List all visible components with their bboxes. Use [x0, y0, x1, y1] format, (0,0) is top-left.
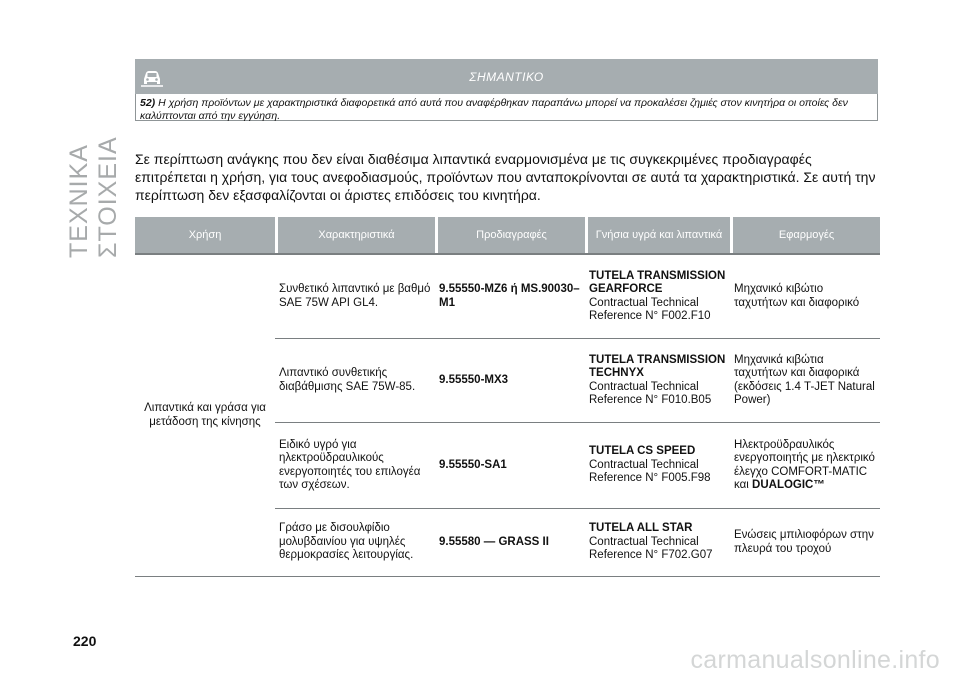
product-name: TUTELA TRANSMISSION TECHNYX — [589, 353, 726, 379]
section-side-title: ΤΕΧΝΙΚΑ ΣΤΟΙΧΕΙΑ — [65, 136, 122, 258]
product-reference: Contractual Technical Reference N° F010.B05 — [589, 380, 712, 406]
product-reference: Contractual Technical Reference N° F702.G07 — [589, 535, 713, 562]
application-cell — [730, 253, 880, 339]
page-number: 220 — [73, 633, 97, 649]
product-name: TUTELA ALL STAR — [589, 522, 693, 535]
specification-cell: 9.55550-SA1 — [435, 423, 585, 509]
application-text: Ηλεκτροϋδραυλικός ενεργοποιητής με ηλεκτρικό έλεγχο COMFORT-MATIC και — [734, 438, 875, 491]
product-reference: Contractual Technical Reference N° F005.F98 — [589, 458, 711, 485]
product-cell — [585, 339, 730, 423]
header-specifications: Προδιαγραφές — [435, 217, 585, 253]
product-cell — [585, 509, 730, 577]
characteristics-cell: Γράσο με δισουλφίδιο μολυβδαινίου για υψηλές θερμοκρασίες λειτουργίας. — [275, 509, 435, 577]
characteristics-cell: Ειδικό υγρό για ηλεκτροϋδραυλικούς ενεργοποιητές του επιλογέα των σχέσεων. — [275, 423, 435, 509]
application-text: Ενώσεις μπιλιοφόρων στην πλευρά του τροχού — [734, 529, 874, 555]
note-number: 52) — [140, 97, 156, 109]
important-notice — [135, 59, 878, 121]
table-header-row — [135, 217, 880, 253]
specification-cell: 9.55550-MX3 — [435, 339, 585, 423]
characteristics-cell: Συνθετικό λιπαντικό με βαθμό SAE 75W API GL4. — [275, 253, 435, 339]
header-applications: Εφαρμογές — [730, 217, 880, 253]
important-header — [135, 59, 878, 94]
characteristics-cell: Λιπαντικό συνθετικής διαβάθμισης SAE 75W-85. — [275, 339, 435, 423]
header-use: Χρήση — [135, 217, 275, 253]
product-name: TUTELA CS SPEED — [589, 445, 696, 458]
specification-cell: 9.55550-MZ6 ή MS.90030–M1 — [435, 253, 585, 339]
application-text: Μηχανικά κιβώτια ταχυτήτων και διαφορικά (εκδόσεις 1.4 T-JET Natural Power) — [734, 353, 875, 406]
important-title: ΣΗΜΑΝΤΙΚΟ — [469, 69, 544, 84]
product-cell — [585, 423, 730, 509]
watermark: carmanualsonline.info — [690, 646, 940, 674]
car-warning-icon — [137, 61, 167, 91]
specification-cell: 9.55580 — GRASS II — [435, 509, 585, 577]
header-characteristics: Χαρακτηριστικά — [275, 217, 435, 253]
note-text: Η χρήση προϊόντων με χαρακτηριστικά διαφορετικά από αυτά που αναφέρθηκαν παραπάνω μπορεί να προκαλέσει ζημιές στον κινητήρα οι οποίες δεν καλύπτονται από την εγγύηση. — [140, 97, 848, 122]
application-brand: DUALOGIC™ — [752, 479, 825, 491]
product-reference: Contractual Technical Reference N° F002.F10 — [589, 296, 711, 322]
application-cell — [730, 509, 880, 577]
application-text: Μηχανικό κιβώτιο ταχυτήτων και διαφορικό — [734, 283, 860, 309]
application-cell — [730, 423, 880, 509]
intro-paragraph: Σε περίπτωση ανάγκης που δεν είναι διαθέσιμα λιπαντικά εναρμονισμένα με τις συγκεκριμένες προδιαγραφές επιτρέπεται η χρήση, για τους ανεφοδιασμούς, προϊόντων που ανταποκρίνονται σε αυτά τα χαρακτηριστικά. Σε αυτή την περίπτωση δεν εξασφαλίζονται οι άριστες επιδόσεις του κινητήρα. — [135, 151, 876, 203]
table-row — [135, 253, 880, 339]
application-cell — [730, 339, 880, 423]
product-cell — [585, 253, 730, 339]
use-cell: Λιπαντικά και γράσα για μετάδοση της κίνησης — [135, 253, 275, 577]
product-name: TUTELA TRANSMISSION GEARFORCE — [589, 269, 726, 295]
header-genuine-fluids: Γνήσια υγρά και λιπαντικά — [585, 217, 730, 253]
important-text — [135, 94, 878, 121]
lubricants-table — [135, 217, 880, 577]
